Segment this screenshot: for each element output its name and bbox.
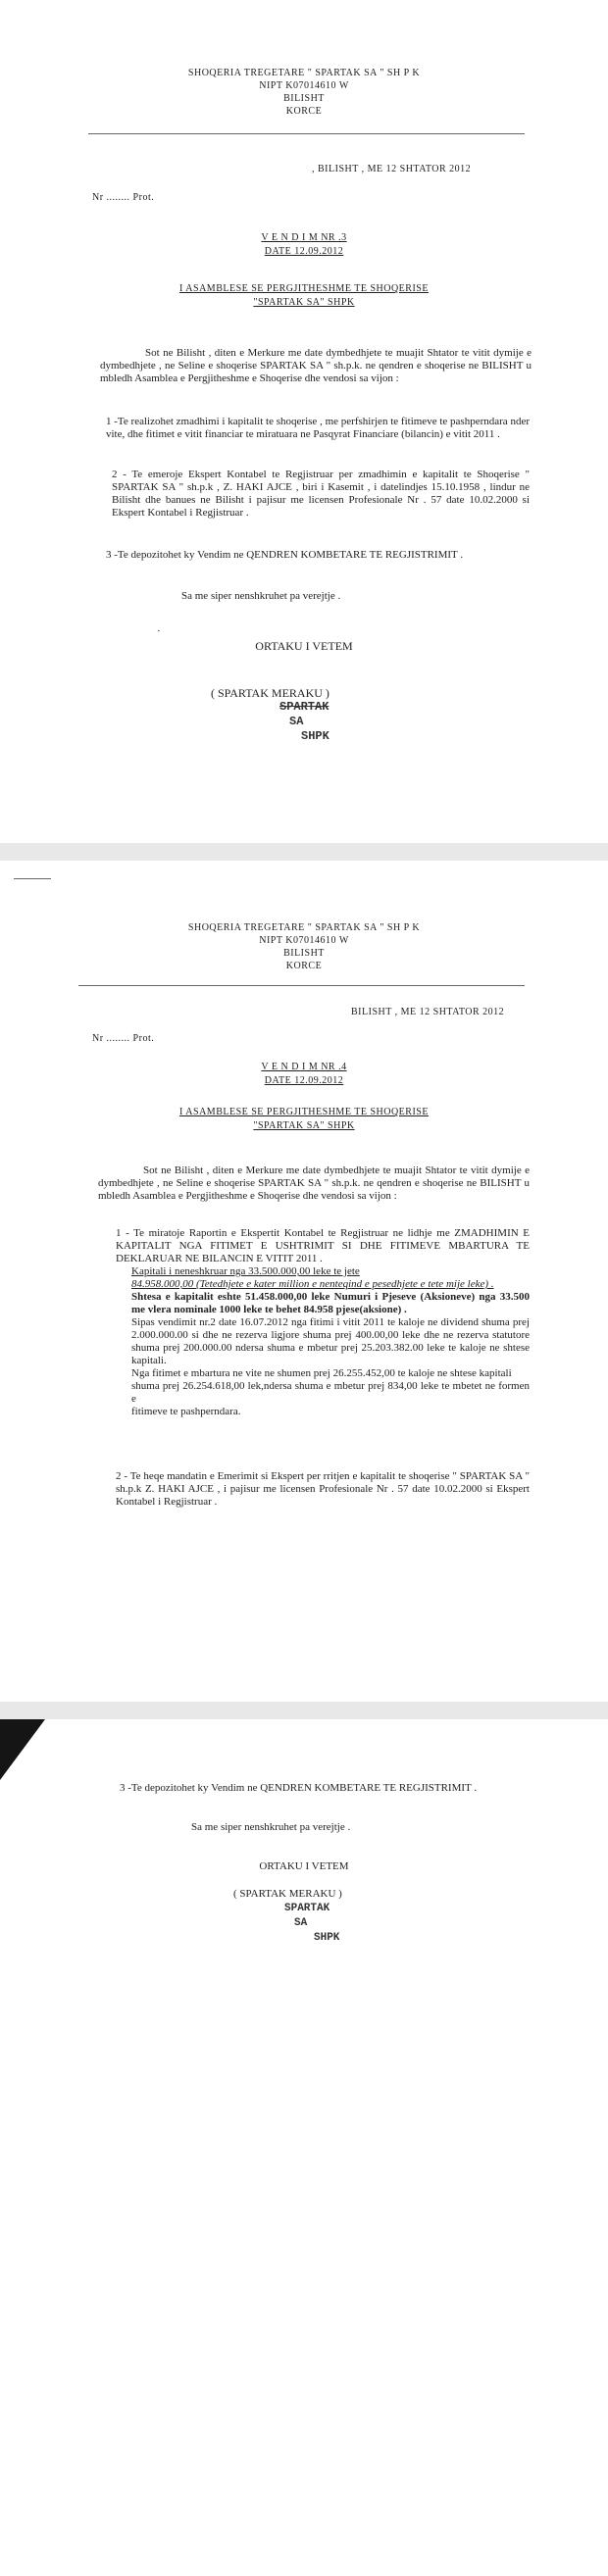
company-name: SHOQERIA TREGETARE " SPARTAK SA " SH P K — [187, 922, 421, 933]
stamp-line-1: SPARTAK — [284, 1903, 330, 1914]
decision-date: DATE 12.09.2012 — [264, 246, 344, 257]
intro-paragraph: Sot ne Bilisht , diten e Merkure me date dymbedhjete te muajit Shtator te vitit dymije e dymbedhjete , ne Seline e shoqerise SPARTAK SA " sh.p.k. ne qendren e shoqerise ne BILISHT u mbledh Asamblea e Pergjitheshme e Shoqerise dhe vendosi sa vijon : — [98, 1164, 530, 1202]
item1-retained-profits: Nga fitimet e mbartura ne vite ne shumen prej 26.255.452,00 te kaloje ne shtese kapitali — [131, 1367, 512, 1379]
item1-capital-words: 84.958.000,00 (Tetedhjete e kater million e nenteqind e pesedhjete e tete mije leke) . — [131, 1278, 494, 1290]
decision-item-1: 1 -Te realizohet zmadhimi i kapitalit te shoqerise , me perfshirjen te fitimeve te pashperndara nder vite, dhe fitimet e vitit financiar te miratuara ne Pasqyrat Financiare (bilancin) e vitit 2011 . — [106, 416, 530, 440]
nipt: NIPT K07014610 W — [259, 80, 349, 91]
stamp-line-2: SA — [294, 1917, 308, 1929]
company-stamp — [284, 1902, 339, 1946]
decision-title: V E N D I M NR .3 — [261, 232, 347, 243]
company-stamp — [279, 700, 329, 744]
decision-date: DATE 12.09.2012 — [264, 1075, 344, 1086]
company-subheading: "SPARTAK SA" SHPK — [253, 297, 355, 308]
letterhead — [0, 67, 608, 118]
decision-title: V E N D I M NR .4 — [261, 1062, 347, 1072]
item1-undistributed: fitimeve te pashperndara. — [131, 1406, 241, 1417]
assembly-heading: I ASAMBLESE SE PERGJITHESHME TE SHOQERISE — [179, 1107, 429, 1117]
stamp-line-1: SPARTAK — [279, 700, 329, 714]
decision-item-3: 3 -Te depozitohet ky Vendim ne QENDREN KOMBETARE TE REGJISTRIMIT . — [120, 1782, 478, 1794]
city: BILISHT — [283, 93, 325, 104]
intro-paragraph: Sot ne Bilisht , diten e Merkure me date dymbedhjete te muajit Shtator te vitit dymije e dymbedhjete , ne Seline e shoqerise SPARTAK SA " sh.p.k. ne qendren e shoqerise ne BILISHT u mbledh Asamblea e Pergjitheshme e Shoqerise dhe vendosi sa vijon : — [100, 347, 532, 384]
date-line: , BILISHT , ME 12 SHTATOR 2012 — [312, 164, 472, 174]
document-page-3 — [0, 1719, 608, 2576]
signatory-name: ( SPARTAK MERAKU ) — [233, 1888, 342, 1900]
district: KORCE — [285, 961, 323, 971]
stamp-line-3: SHPK — [301, 729, 329, 743]
closing-statement: Sa me siper nenshkruhet pa verejtje . — [191, 1821, 351, 1833]
letterhead — [0, 921, 608, 972]
dot-mark: · — [157, 625, 161, 637]
company-subheading: "SPARTAK SA" SHPK — [253, 1120, 355, 1131]
document-page-2 — [0, 861, 608, 1702]
nipt: NIPT K07014610 W — [259, 935, 349, 946]
district: KORCE — [285, 106, 323, 117]
item1-capital-increase: Shtesa e kapitalit eshte 51.458.000,00 leke Numuri i Pjeseve (Aksioneve) nga 33.500 me vlera nominale 1000 leke te behet 84.958 pjese(aksione) . — [131, 1291, 530, 1315]
header-rule — [88, 133, 525, 134]
protocol-number: Nr ........ Prot. — [92, 1033, 155, 1044]
partner-title: ORTAKU I VETEM — [255, 639, 353, 653]
company-name: SHOQERIA TREGETARE " SPARTAK SA " SH P K — [187, 68, 421, 78]
item1-profit-2011: Sipas vendimit nr.2 date 16.07.2012 nga fitimi i vitit 2011 te kaloje ne dividend shuma prej 2.000.000.00 si dhe ne rezerva ligjore shuma prej 400.00,00 leke dhe ne rezerva statutore shuma prej 200.000.00 ndersa shuma e mbetur prej 25.203.382.00 leke te kaloje ne shtese kapitali. — [131, 1316, 530, 1366]
city: BILISHT — [283, 948, 325, 959]
date-line: BILISHT , ME 12 SHTATOR 2012 — [351, 1007, 505, 1017]
decision-item-1 — [116, 1227, 530, 1418]
partner-title: ORTAKU I VETEM — [259, 1860, 349, 1872]
decision-item-2: 2 - Te heqe mandatin e Emerimit si Ekspert per rritjen e kapitalit te shoqerise " SPARTAK SA " sh.p.k Z. HAKI AJCE , i pajisur me licensen Profesionale Nr . 57 date 10.02.2000 si Ekspert Kontabel i Regjistruar . — [116, 1470, 530, 1508]
signatory-name: ( SPARTAK MERAKU ) — [211, 686, 329, 700]
protocol-number: Nr ........ Prot. — [92, 192, 155, 203]
item1-approval: 1 - Te miratoje Raportin e Ekspertit Kontabel te Regjistruar ne lidhje me ZMADHIMIN E KAPITALIT NGA FITIMET E USHTRIMIT SI DHE FITIMEVE MBARTURA TE DEKLARUAR NE BILANCIN E VITIT 2011 . — [116, 1227, 530, 1264]
assembly-heading: I ASAMBLESE SE PERGJITHESHME TE SHOQERISE — [179, 283, 429, 294]
item1-capital-line: Kapitali i neneshkruar nga 33.500.000,00 leke te jete — [131, 1265, 360, 1277]
closing-statement: Sa me siper nenshkruhet pa verejtje . — [181, 590, 341, 602]
decision-item-3: 3 -Te depozitohet ky Vendim ne QENDREN KOMBETARE TE REGJISTRIMIT . — [106, 549, 464, 561]
document-page-1 — [0, 0, 608, 843]
item1-remaining-sum: shuma prej 26.254.618,00 lek,ndersa shuma e mbetur prej 834,00 leke te mbetet ne formen e — [131, 1380, 530, 1405]
decision-item-2: 2 - Te emeroje Ekspert Kontabel te Regjistruar per zmadhimin e kapitalit te Shoqerise " SPARTAK SA " sh.p.k , Z. HAKI AJCE , biri i Kasemit , i datelindjes 15.10.1958 , lindur ne Bilisht dhe banues ne Bilisht i pajisur me licensen Profesionale Nr . 57 date 10.02.2000 si Ekspert Kontabel i Regjistruar . — [112, 469, 530, 519]
stamp-line-2: SA — [289, 715, 304, 728]
scan-fold-corner — [0, 1719, 45, 1780]
stamp-line-3: SHPK — [314, 1932, 340, 1944]
scan-mark — [14, 878, 51, 879]
header-rule — [78, 985, 525, 986]
